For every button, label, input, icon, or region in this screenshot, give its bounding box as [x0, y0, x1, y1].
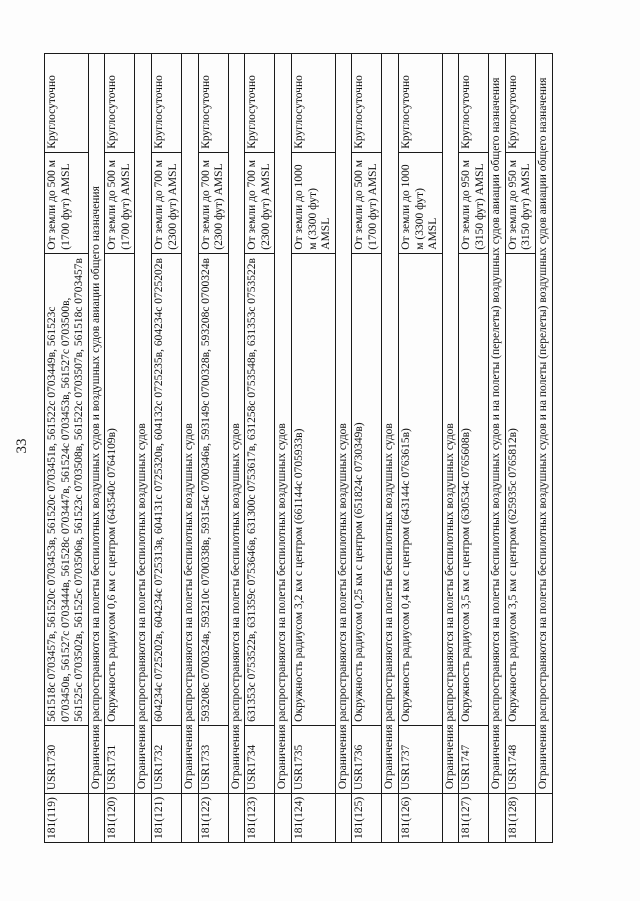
- zone-altitude-cell: От земли до 700 м (2300 фут) AMSL: [198, 152, 228, 253]
- zone-restriction-row: [182, 54, 199, 843]
- zone-code-cell: USR1733: [198, 725, 228, 793]
- zone-number-cell: 181(119): [45, 794, 89, 843]
- zone-row: [105, 54, 135, 843]
- zone-row: [198, 54, 228, 843]
- zone-restriction-row: [536, 54, 553, 843]
- zone-area-cell: 631353с 0753522в, 631359с 0753646в, 631300с 0753617в, 631258с 0753548в, 631353с 0753522в: [245, 253, 275, 725]
- zone-row: [151, 54, 181, 843]
- zone-altitude-cell: От земли до 700 м (2300 фут) AMSL: [245, 152, 275, 253]
- zone-area-cell: Окружность радиусом 0,25 км с центром (651824с 0730349в): [352, 253, 382, 725]
- zone-restriction-cell: Ограничения распространяются на полеты беспилотных воздушных судов и на полеты (перелеты) воздушных судов авиации общего назначения: [536, 54, 553, 794]
- zone-time-cell: Круглосуточно: [151, 54, 181, 153]
- zone-altitude-cell: От земли до 950 м (3150 фут) AMSL: [459, 152, 489, 253]
- zone-number-tail: [228, 794, 245, 843]
- zone-time-cell: Круглосуточно: [352, 54, 382, 153]
- zone-restriction-row: [228, 54, 245, 843]
- zone-altitude-cell: От земли до 1000 м (3300 фут) AMSL: [292, 152, 336, 253]
- zone-number-cell: 181(124): [292, 794, 336, 843]
- zone-area-cell: Окружность радиусом 3,2 км с центром (661144с 0705933в): [292, 253, 336, 725]
- zone-restriction-cell: Ограничения распространяются на полеты беспилотных воздушных судов: [275, 54, 292, 794]
- zone-number-tail: [135, 794, 152, 843]
- zone-time-cell: Круглосуточно: [245, 54, 275, 153]
- zone-code-cell: USR1735: [292, 725, 336, 793]
- zone-row: [245, 54, 275, 843]
- zone-number-cell: 181(128): [505, 794, 535, 843]
- zone-code-cell: USR1748: [505, 725, 535, 793]
- zone-area-cell: Окружность радиусом 3,5 км с центром (630534с 0765608в): [459, 253, 489, 725]
- zone-restriction-cell: Ограничения распространяются на полеты беспилотных воздушных судов: [382, 54, 399, 794]
- zone-restriction-cell: Ограничения распространяются на полеты беспилотных воздушных судов: [228, 54, 245, 794]
- zone-code-cell: USR1736: [352, 725, 382, 793]
- page-number: 33: [14, 438, 30, 454]
- zone-number-tail: [442, 794, 459, 843]
- zone-number-tail: [536, 794, 553, 843]
- zone-number-cell: 181(120): [105, 794, 135, 843]
- zone-altitude-cell: От земли до 1000 м (3300 фут) AMSL: [398, 152, 442, 253]
- restriction-table-body: [45, 54, 553, 843]
- zone-time-cell: Круглосуточно: [505, 54, 535, 153]
- zone-code-cell: USR1730: [45, 725, 89, 793]
- zone-number-cell: 181(123): [245, 794, 275, 843]
- zone-number-tail: [88, 794, 105, 843]
- zone-time-cell: Круглосуточно: [198, 54, 228, 153]
- zone-area-cell: Окружность радиусом 0,6 км с центром (643540с 0764109в): [105, 253, 135, 725]
- zone-restriction-cell: Ограничения распространяются на полеты беспилотных воздушных судов: [442, 54, 459, 794]
- zone-area-cell: Окружность радиусом 3,5 км с центром (625935с 0765812в): [505, 253, 535, 725]
- zone-restriction-row: [442, 54, 459, 843]
- zone-code-cell: USR1737: [398, 725, 442, 793]
- zone-restriction-row: [489, 54, 506, 843]
- zone-number-tail: [275, 794, 292, 843]
- zone-altitude-cell: От земли до 950 м (3150 фут) AMSL: [505, 152, 535, 253]
- zone-altitude-cell: От земли до 700 м (2300 фут) AMSL: [151, 152, 181, 253]
- restriction-table: [44, 53, 553, 843]
- zone-number-tail: [382, 794, 399, 843]
- zone-restriction-cell: Ограничения распространяются на полеты беспилотных воздушных судов: [335, 54, 352, 794]
- zone-restriction-row: [135, 54, 152, 843]
- zone-row: [505, 54, 535, 843]
- zone-time-cell: Круглосуточно: [459, 54, 489, 153]
- zone-restriction-cell: Ограничения распространяются на полеты беспилотных воздушных судов: [135, 54, 152, 794]
- zone-area-cell: 593208с 0700324в, 593210с 0700338в, 593154с 0700346в, 593149с 0700328в, 593208с 0700324в: [198, 253, 228, 725]
- zone-number-tail: [182, 794, 199, 843]
- zone-time-cell: Круглосуточно: [292, 54, 336, 153]
- zone-restriction-cell: Ограничения распространяются на полеты беспилотных воздушных судов и на полеты (перелеты) воздушных судов авиации общего назначения: [489, 54, 506, 794]
- zone-number-cell: 181(125): [352, 794, 382, 843]
- zone-code-cell: USR1734: [245, 725, 275, 793]
- zone-restriction-row: [88, 54, 105, 843]
- zone-row: [292, 54, 336, 843]
- zone-number-cell: 181(127): [459, 794, 489, 843]
- zone-number-cell: 181(122): [198, 794, 228, 843]
- zone-row: [45, 54, 89, 843]
- zone-row: [352, 54, 382, 843]
- zone-time-cell: Круглосуточно: [45, 54, 89, 153]
- zone-time-cell: Круглосуточно: [398, 54, 442, 153]
- zone-restriction-row: [275, 54, 292, 843]
- zone-number-cell: 181(121): [151, 794, 181, 843]
- zone-restriction-cell: Ограничения распространяются на полеты беспилотных воздушных судов и воздушных судов авиации общего назначения: [88, 54, 105, 794]
- zone-row: [459, 54, 489, 843]
- zone-restriction-cell: Ограничения распространяются на полеты беспилотных воздушных судов: [182, 54, 199, 794]
- zone-restriction-row: [382, 54, 399, 843]
- zone-area-cell: 604234с 0725202в, 604234с 0725313в, 604131с 0725320в, 604132с 0725235в, 604234с 0725202в: [151, 253, 181, 725]
- zone-restriction-row: [335, 54, 352, 843]
- zone-number-tail: [335, 794, 352, 843]
- zone-area-cell: Окружность радиусом 0,4 км с центром (643144с 0763615в): [398, 253, 442, 725]
- zone-altitude-cell: От земли до 500 м (1700 фут) AMSL: [352, 152, 382, 253]
- zone-code-cell: USR1732: [151, 725, 181, 793]
- zone-code-cell: USR1747: [459, 725, 489, 793]
- zone-row: [398, 54, 442, 843]
- zone-time-cell: Круглосуточно: [105, 54, 135, 153]
- zone-area-cell: 561518с 0703457в, 561520с 0703453в, 561520с 0703451в, 561522с 0703449в, 561523с 0703450в, 561527с 0703444в, 561528с 0703447в, 561524с 0703453в, 561527с 0703500в, 561525с 0703502в, 561525с 0703506в, 561523с 0703508в, 561522с 0703507в, 561518с 0703457в: [45, 253, 89, 725]
- zone-code-cell: USR1731: [105, 725, 135, 793]
- zone-altitude-cell: От земли до 500 м (1700 фут) AMSL: [105, 152, 135, 253]
- zone-number-cell: 181(126): [398, 794, 442, 843]
- zone-number-tail: [489, 794, 506, 843]
- zone-altitude-cell: От земли до 500 м (1700 фут) AMSL: [45, 152, 89, 253]
